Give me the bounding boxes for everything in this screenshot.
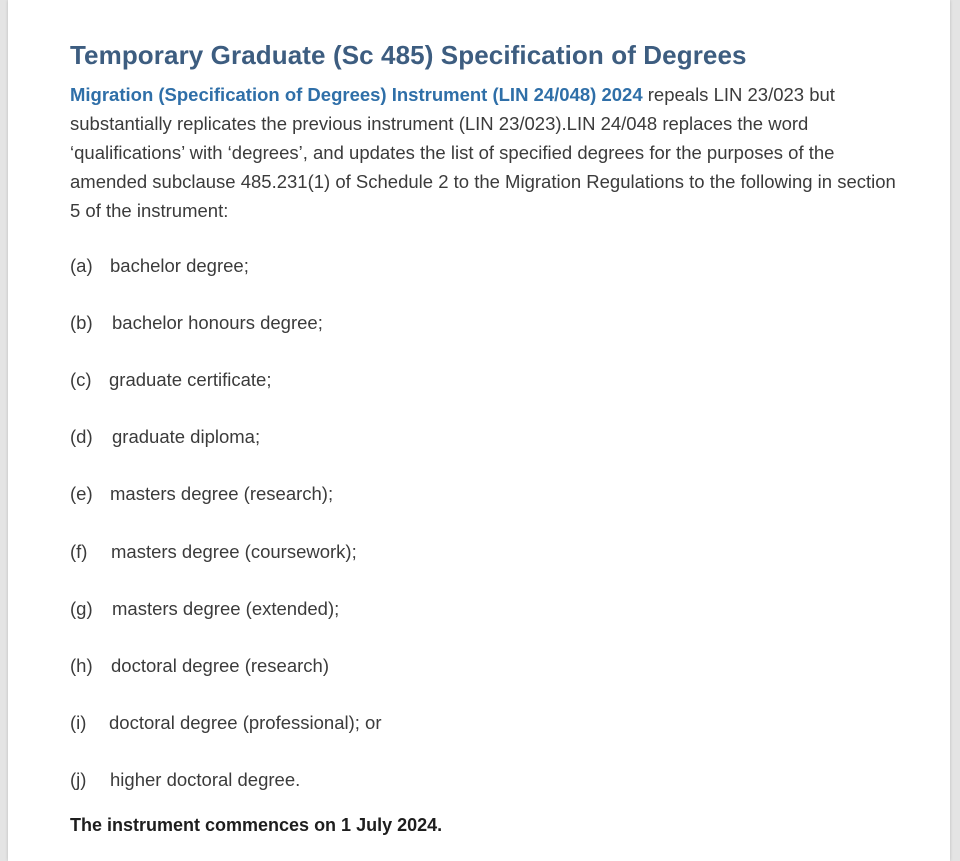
list-item-text: graduate diploma; bbox=[112, 426, 261, 447]
commencement-note: The instrument commences on 1 July 2024. bbox=[70, 815, 443, 835]
list-item-text: doctoral degree (research) bbox=[111, 655, 329, 676]
list-marker: (e) bbox=[70, 483, 93, 504]
list-item-text: doctoral degree (professional); or bbox=[109, 712, 382, 733]
list-item-a bbox=[70, 253, 249, 279]
list-item-text: bachelor degree; bbox=[110, 255, 249, 276]
list-item-e bbox=[70, 481, 333, 507]
list-item-text: masters degree (coursework); bbox=[111, 541, 357, 562]
list-item-f bbox=[70, 539, 357, 565]
list-item-text: bachelor honours degree; bbox=[112, 312, 323, 333]
list-marker: (c) bbox=[70, 369, 92, 390]
document-page bbox=[8, 0, 950, 861]
list-marker: (a) bbox=[70, 255, 93, 276]
list-item-b bbox=[70, 310, 323, 336]
list-item-d bbox=[70, 424, 260, 450]
list-item-text: masters degree (extended); bbox=[112, 598, 340, 619]
list-item-text: graduate certificate; bbox=[109, 369, 272, 390]
list-item-g bbox=[70, 596, 339, 622]
list-item-j bbox=[70, 767, 300, 793]
list-item-h bbox=[70, 653, 329, 679]
list-marker: (g) bbox=[70, 598, 93, 619]
list-marker: (j) bbox=[70, 769, 87, 790]
intro-body-text: repeals LIN 23/023 but substantially replicates the previous instrument (LIN 23/023).LIN 24/048 replaces the word ‘qualifications’ with ‘degrees’, and updates the list of specified degrees for the purposes of the amended subclause 485.231(1) of Schedule 2 to the Migration Regulations to the following in section 5 of the instrument: bbox=[70, 84, 896, 221]
list-marker: (f) bbox=[70, 541, 88, 562]
list-marker: (h) bbox=[70, 655, 93, 676]
list-item-text: higher doctoral degree. bbox=[110, 769, 301, 790]
list-item-i bbox=[70, 710, 382, 736]
list-item-text: masters degree (research); bbox=[110, 483, 334, 504]
list-marker: (i) bbox=[70, 712, 87, 733]
page-title: Temporary Graduate (Sc 485) Specification of Degrees bbox=[70, 40, 747, 70]
list-marker: (b) bbox=[70, 312, 93, 333]
intro-paragraph bbox=[70, 80, 900, 225]
list-marker: (d) bbox=[70, 426, 93, 447]
instrument-link[interactable]: Migration (Specification of Degrees) Instrument (LIN 24/048) 2024 bbox=[70, 84, 643, 105]
list-item-c bbox=[70, 367, 271, 393]
